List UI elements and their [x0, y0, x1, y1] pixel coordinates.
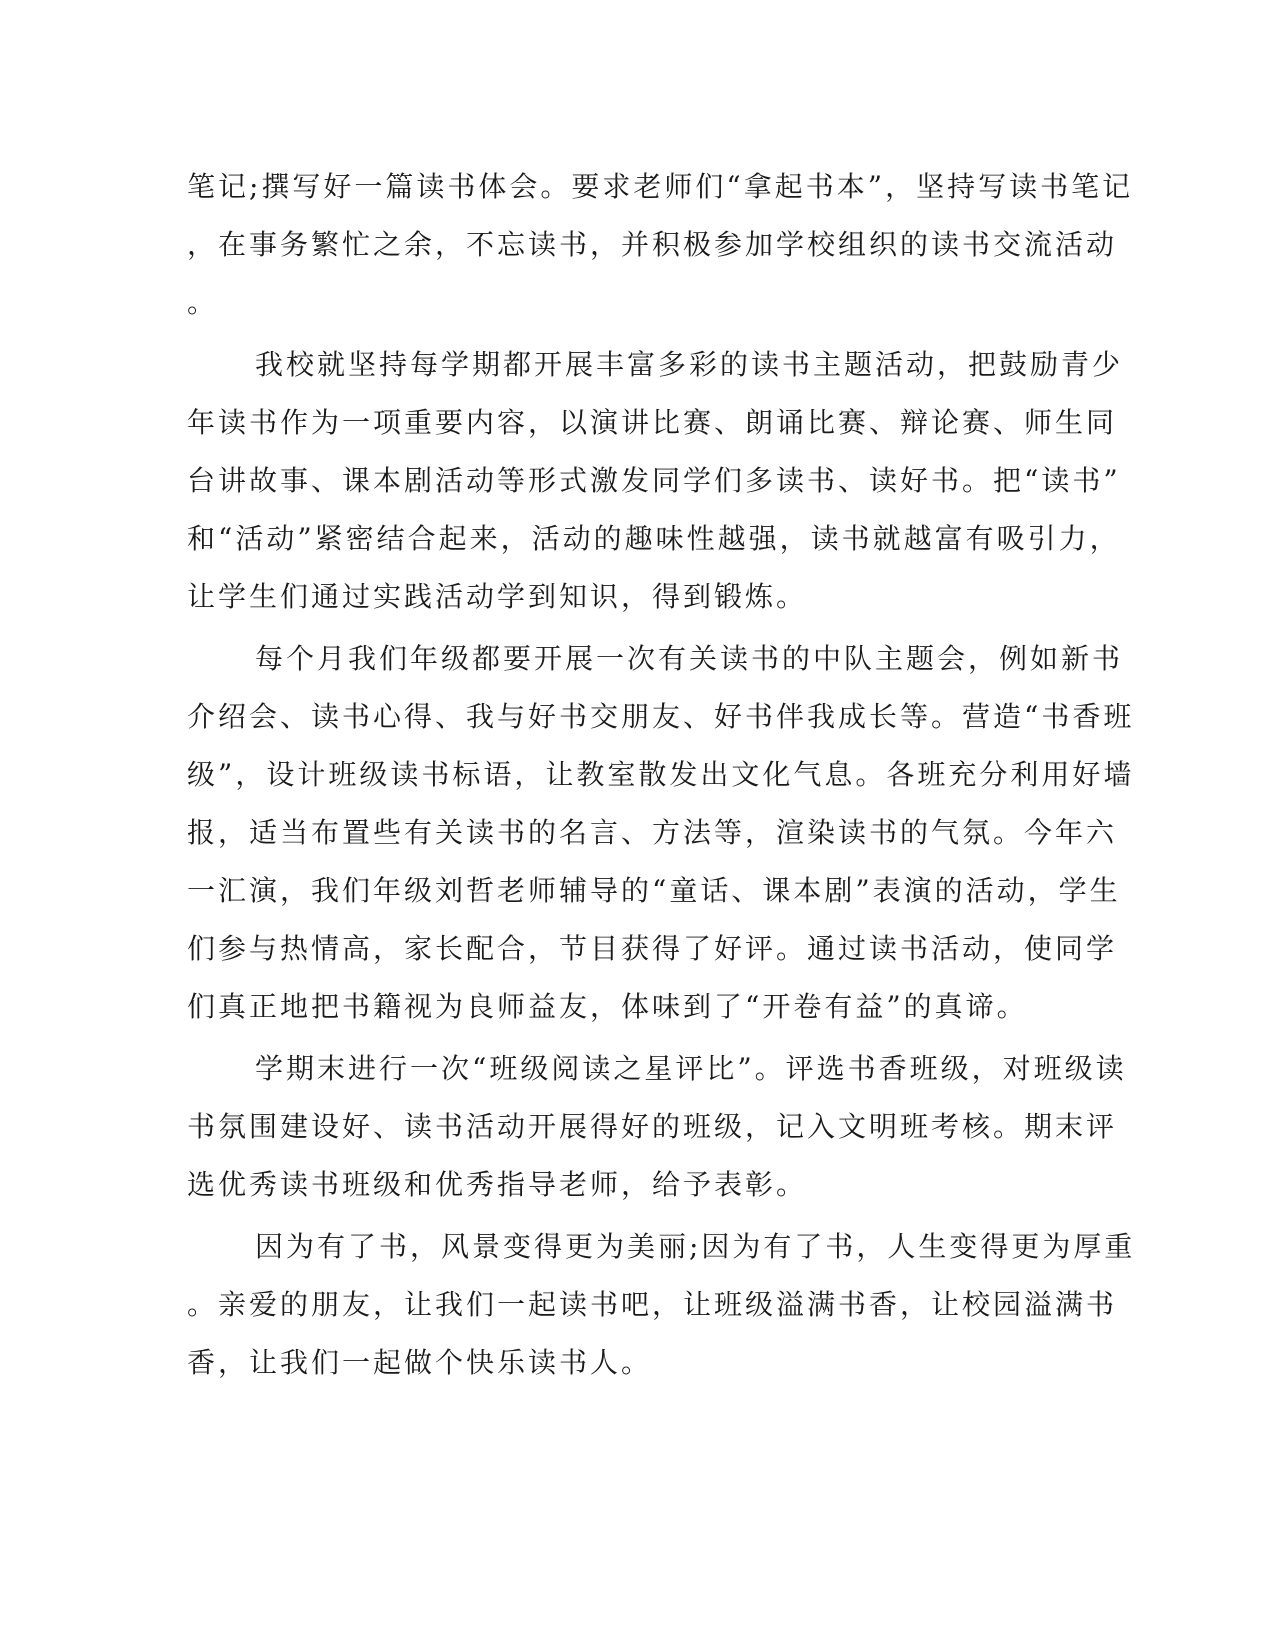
text-line: 我校就坚持每学期都开展丰富多彩的读书主题活动，把鼓励青少 [255, 348, 1124, 381]
text-line: ，在事务繁忙之余，不忘读书，并积极参加学校组织的读书交流活动 [187, 228, 1118, 261]
text-line: 年读书作为一项重要内容，以演讲比赛、朗诵比赛、辩论赛、师生同 [187, 406, 1118, 439]
text-line: 因为有了书，风景变得更为美丽;因为有了书，人生变得更为厚重 [255, 1230, 1136, 1263]
paragraph-1 [187, 158, 1134, 332]
text-line: 台讲故事、课本剧活动等形式激发同学们多读书、读好书。把“读书” [187, 464, 1121, 497]
text-line: 们真正地把书籍视为良师益友，体味到了“开卷有益”的真谛。 [187, 990, 1028, 1023]
text-line: 级”，设计班级读书标语，让教室散发出文化气息。各班充分利用好墙 [187, 758, 1135, 791]
paragraph-4 [187, 1040, 1127, 1214]
text-line: 让学生们通过实践活动学到知识，得到锻炼。 [187, 580, 808, 613]
text-line: 们参与热情高，家长配合，节目获得了好评。通过读书活动，使同学 [187, 932, 1118, 965]
paragraph-2 [187, 336, 1124, 626]
text-line: 书氛围建设好、读书活动开展得好的班级，记入文明班考核。期末评 [187, 1110, 1118, 1143]
text-line: 笔记;撰写好一篇读书体会。要求老师们“拿起书本”，坚持写读书笔记 [187, 170, 1134, 203]
document-body [187, 158, 1136, 1396]
text-line: 每个月我们年级都要开展一次有关读书的中队主题会，例如新书 [255, 642, 1124, 675]
paragraph-5 [187, 1218, 1136, 1392]
text-line: 香，让我们一起做个快乐读书人。 [187, 1346, 653, 1379]
text-line: 报，适当布置些有关读书的名言、方法等，渲染读书的气氛。今年六 [187, 816, 1118, 849]
text-line: 介绍会、读书心得、我与好书交朋友、好书伴我成长等。营造“书香班 [187, 700, 1135, 733]
text-line: 。 [187, 286, 219, 319]
text-line: 一汇演，我们年级刘哲老师辅导的“童话、课本剧”表演的活动，学生 [187, 874, 1121, 907]
text-line: 。亲爱的朋友，让我们一起读书吧，让班级溢满书香，让校园溢满书 [187, 1288, 1118, 1321]
text-line: 选优秀读书班级和优秀指导老师，给予表彰。 [187, 1168, 808, 1201]
paragraph-3 [187, 630, 1135, 1036]
text-line: 学期末进行一次“班级阅读之星评比”。评选书香班级，对班级读 [255, 1052, 1127, 1085]
text-line: 和“活动”紧密结合起来，活动的趣味性越强，读书就越富有吸引力， [187, 522, 1121, 555]
